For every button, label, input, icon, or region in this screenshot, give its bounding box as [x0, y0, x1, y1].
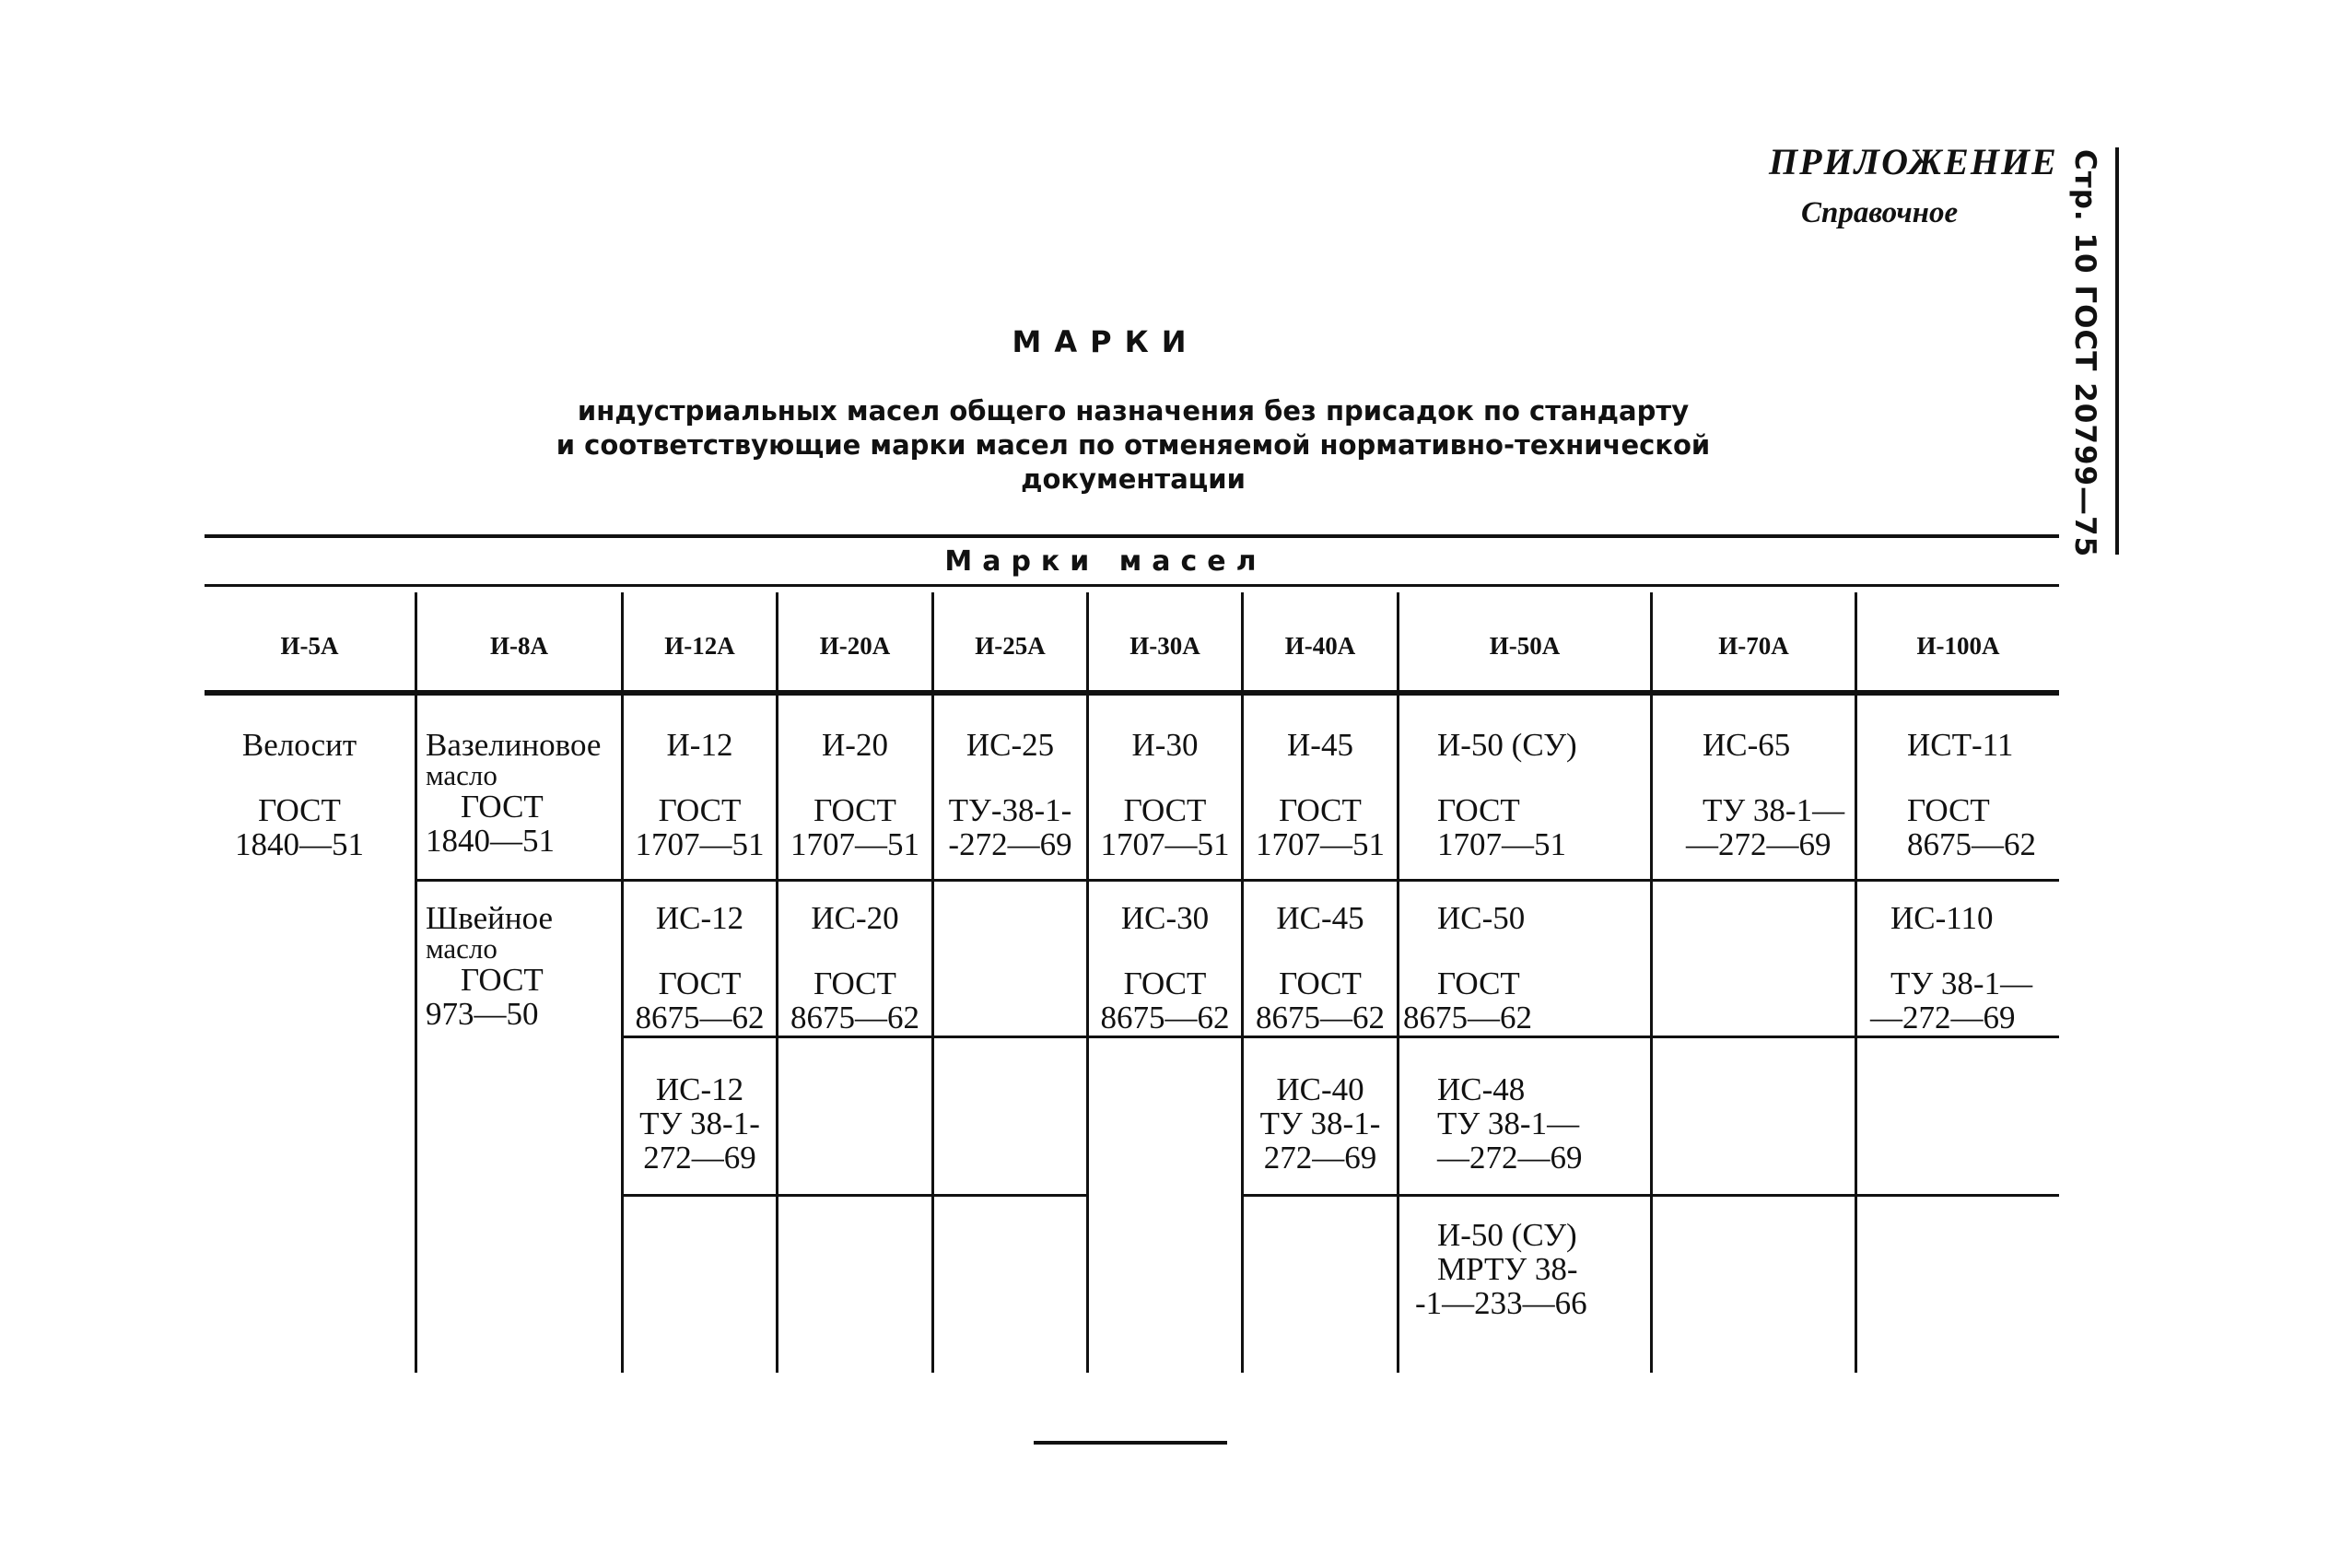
table-cell — [1244, 1072, 1397, 1175]
doc-ref: ГОСТ — [1907, 792, 1990, 828]
column-header-rule — [205, 690, 2059, 696]
oil-name: ИС-25 — [966, 727, 1055, 763]
doc-ref: 1707—51 — [1256, 826, 1385, 862]
table-cell — [1089, 901, 1241, 1035]
doc-ref: —272—69 — [1870, 1000, 2016, 1036]
oil-name: масло — [426, 759, 497, 791]
oil-name: И-20 — [822, 727, 888, 763]
table-cell — [1244, 728, 1397, 861]
doc-ref: 1707—51 — [1100, 826, 1230, 862]
doc-ref: ТУ-38-1- — [948, 792, 1072, 828]
doc-ref: -272—69 — [948, 826, 1072, 862]
end-rule — [1034, 1441, 1227, 1445]
doc-ref: —272—69 — [1686, 826, 1832, 862]
row-separator-gap-cover — [1089, 1188, 1241, 1201]
table-cell — [1403, 901, 1650, 1035]
table-cell — [624, 1072, 776, 1175]
doc-ref: МРТУ 38- — [1437, 1251, 1578, 1287]
oil-name: ИС-20 — [811, 900, 899, 936]
side-page-label: Стр. 10 ГОСТ 20799—75 — [2068, 149, 2101, 558]
column-divider — [1397, 592, 1399, 1373]
doc-ref: ГОСТ — [461, 789, 544, 825]
oil-name: Вазелиновое — [426, 727, 602, 763]
table-cell — [1870, 901, 2059, 1035]
doc-ref: ГОСТ — [258, 792, 341, 828]
subtitle-line-2: и соответствующие марки масел по отменяемой нормативно-технической — [556, 429, 1711, 461]
column-header-i50a: И-50А — [1489, 632, 1561, 660]
doc-ref: 973—50 — [426, 996, 539, 1032]
table-cell — [1089, 728, 1241, 861]
oil-name: ИС-40 — [1276, 1071, 1364, 1107]
column-header-i70a: И-70А — [1718, 632, 1789, 660]
table-cell — [426, 901, 621, 1031]
oil-name: ИС-12 — [655, 900, 744, 936]
group-header-rule — [205, 584, 2059, 587]
doc-ref: 8675—62 — [1907, 826, 2036, 862]
oil-name: И-50 (СУ) — [1437, 727, 1577, 763]
doc-ref: 1707—51 — [1437, 826, 1566, 862]
table-cell — [1437, 728, 1650, 861]
oil-name: ИС-50 — [1437, 900, 1526, 936]
column-divider — [931, 592, 934, 1373]
row-separator — [623, 1194, 2059, 1197]
column-header-i20a: И-20А — [819, 632, 891, 660]
oil-name: ИСТ-11 — [1907, 727, 2014, 763]
oil-name: масло — [426, 932, 497, 965]
doc-ref: ГОСТ — [813, 965, 896, 1001]
doc-ref: ТУ 38-1- — [639, 1106, 760, 1141]
doc-ref: 272—69 — [1263, 1140, 1377, 1176]
column-header-i25a: И-25А — [975, 632, 1046, 660]
doc-ref: 8675—62 — [790, 1000, 919, 1036]
column-header-i40a: И-40А — [1284, 632, 1356, 660]
doc-ref: ГОСТ — [1279, 965, 1362, 1001]
table-cell — [1244, 901, 1397, 1035]
row-separator — [623, 1036, 2059, 1038]
doc-ref: ГОСТ — [1123, 965, 1207, 1001]
oil-name: ИС-45 — [1276, 900, 1364, 936]
doc-ref: ТУ 38-1- — [1259, 1106, 1381, 1141]
doc-ref: —272—69 — [1437, 1140, 1583, 1176]
doc-ref: 1707—51 — [635, 826, 765, 862]
oil-name: Велосит — [241, 727, 357, 763]
oil-name: ИС-65 — [1703, 727, 1791, 763]
table-cell — [934, 728, 1086, 861]
table-cell — [189, 728, 410, 861]
column-header-i12a: И-12А — [664, 632, 735, 660]
doc-ref: ГОСТ — [1279, 792, 1362, 828]
oil-name: ИС-110 — [1890, 900, 1994, 936]
oil-name: И-50 (СУ) — [1437, 1217, 1577, 1253]
table-cell — [1404, 1218, 1650, 1320]
doc-ref: ГОСТ — [658, 965, 742, 1001]
doc-ref: ТУ 38-1— — [1703, 792, 1845, 828]
oil-name: И-45 — [1287, 727, 1353, 763]
table-cell — [1437, 1072, 1650, 1175]
doc-ref: ГОСТ — [813, 792, 896, 828]
column-divider — [1650, 592, 1653, 1373]
subtitle-line-3: документации — [1021, 463, 1246, 495]
table-cell — [778, 728, 931, 861]
doc-ref: ТУ 38-1— — [1437, 1106, 1580, 1141]
doc-ref: 8675—62 — [635, 1000, 765, 1036]
doc-ref: ГОСТ — [658, 792, 742, 828]
table-cell — [624, 728, 776, 861]
doc-ref: 1840—51 — [426, 823, 555, 859]
table-top-rule — [205, 534, 2059, 538]
appendix-title: ПРИЛОЖЕНИЕ — [1769, 141, 2058, 182]
row-separator — [416, 879, 2059, 882]
appendix-subtitle: Справочное — [1801, 196, 1959, 229]
column-header-i5a: И-5А — [280, 632, 339, 660]
document-subtitle — [479, 394, 1787, 497]
doc-ref: ГОСТ — [1437, 792, 1520, 828]
doc-ref: 8675—62 — [1100, 1000, 1230, 1036]
oil-name: ИС-12 — [655, 1071, 744, 1107]
doc-ref: 1707—51 — [790, 826, 919, 862]
column-header-i30a: И-30А — [1129, 632, 1200, 660]
doc-ref: ГОСТ — [1123, 792, 1207, 828]
oil-name: И-30 — [1131, 727, 1199, 763]
table-cell — [426, 728, 621, 858]
doc-ref: 8675—62 — [1256, 1000, 1385, 1036]
subtitle-line-1: индустриальных масел общего назначения без присадок по стандарту — [577, 395, 1690, 427]
column-header-i8a: И-8А — [490, 632, 548, 660]
table-cell — [1907, 728, 2059, 861]
doc-ref: 272—69 — [643, 1140, 756, 1176]
table-group-header: Марки масел — [944, 545, 1267, 578]
column-divider — [1855, 592, 1857, 1373]
doc-ref: ГОСТ — [461, 962, 544, 998]
oil-name: И-12 — [666, 727, 733, 763]
doc-ref: ГОСТ — [1437, 965, 1520, 1001]
document-title: МАРКИ — [1012, 324, 1200, 359]
oil-name: ИС-30 — [1120, 900, 1210, 936]
doc-ref: 8675—62 — [1403, 1000, 1532, 1036]
column-divider — [415, 592, 417, 1373]
table-cell — [1686, 728, 1855, 861]
table-cell — [624, 901, 776, 1035]
doc-ref: ТУ 38-1— — [1890, 965, 2033, 1001]
side-rule — [2115, 147, 2119, 555]
column-header-i100a: И-100А — [1916, 632, 2000, 660]
doc-ref: 1840—51 — [235, 826, 364, 862]
table-cell — [778, 901, 931, 1035]
doc-ref: -1—233—66 — [1415, 1285, 1587, 1321]
oil-name: Швейное — [426, 900, 554, 936]
oil-name: ИС-48 — [1437, 1071, 1526, 1107]
